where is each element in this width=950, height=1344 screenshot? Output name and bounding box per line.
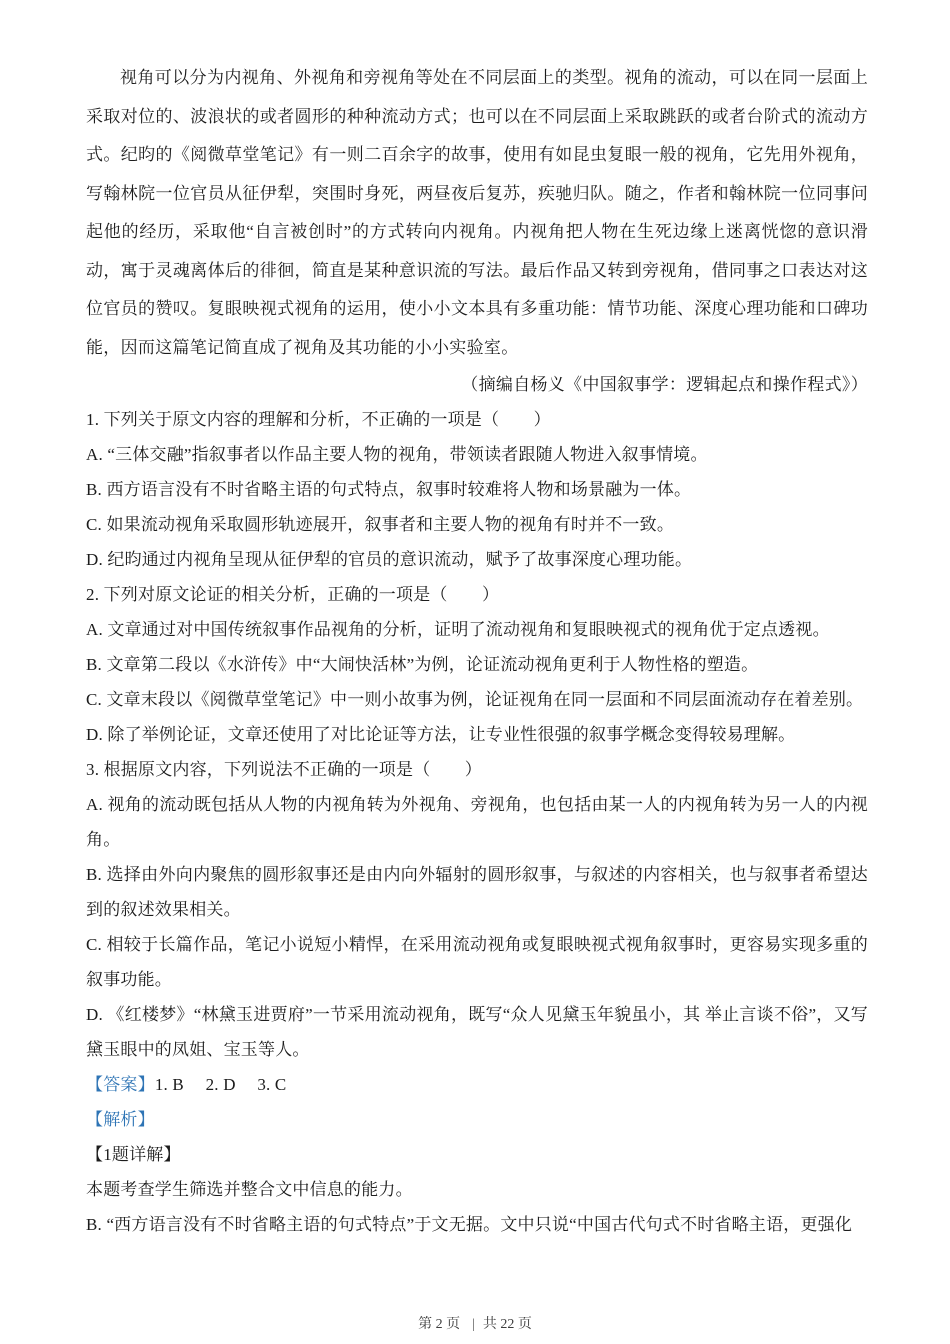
question-3-stem: 3. 根据原文内容，下列说法不正确的一项是（ ）: [86, 760, 482, 779]
question-1-option-b: B. 西方语言没有不时省略主语的句式特点，叙事时较难将人物和场景融为一体。: [86, 480, 692, 499]
passage-attribution: （摘编自杨义《中国叙事学：逻辑起点和操作程式》）: [461, 375, 868, 394]
questions-section: [86, 402, 868, 1067]
question-3-option-c: C. 相较于长篇作品，笔记小说短小精悍，在采用流动视角或复眼映视式视角叙事时，更容易实现多重的叙事功能。: [86, 935, 868, 989]
footer-total-pages: 共 22 页: [482, 1317, 532, 1332]
analysis-line-1: 本题考查学生筛选并整合文中信息的能力。: [86, 1180, 413, 1199]
question-3-option-b: B. 选择由外向内聚焦的圆形叙事还是由内向外辐射的圆形叙事，与叙述的内容相关，也与叙事者希望达到的叙述效果相关。: [86, 865, 868, 919]
analysis-line-2: B. “西方语言没有不时省略主语的句式特点”于文无据。文中只说“中国古代句式不时省略主语，更强化: [86, 1215, 853, 1234]
analysis-detail-heading: 【1题详解】: [86, 1145, 181, 1164]
question-block-3: [86, 752, 868, 1067]
answer-line: [86, 1067, 868, 1102]
question-1-option-c: C. 如果流动视角采取圆形轨迹展开，叙事者和主要人物的视角有时并不一致。: [86, 515, 675, 534]
question-2-option-a: A. 文章通过对中国传统叙事作品视角的分析，证明了流动视角和复眼映视式的视角优于定点透视。: [86, 620, 830, 639]
question-2-option-c: C. 文章末段以《阅微草堂笔记》中一则小故事为例，论证视角在同一层面和不同层面流动存在着差别。: [86, 690, 864, 709]
question-2-stem: 2. 下列对原文论证的相关分析，正确的一项是（ ）: [86, 585, 500, 604]
answer-section: [86, 1067, 868, 1242]
question-3-option-a: A. 视角的流动既包括从人物的内视角转为外视角、旁视角，也包括由某一人的内视角转为另一人的内视角。: [86, 795, 868, 849]
question-1-option-a: A. “三体交融”指叙事者以作品主要人物的视角，带领读者跟随人物进入叙事情境。: [86, 445, 708, 464]
answer-values: 1. B 2. D 3. C: [154, 1075, 287, 1094]
answer-label: 【答案】: [86, 1075, 155, 1094]
passage-paragraph: 视角可以分为内视角、外视角和旁视角等处在不同层面上的类型。视角的流动，可以在同一层面上采取对位的、波浪状的或者圆形的种种流动方式；也可以在不同层面上采取跳跃的或者台阶式的流动方式。纪昀的《阅微草堂笔记》有一则二百余字的故事，使用有如昆虫复眼一般的视角，它先用外视角，写翰林院一位官员从征伊犁，突围时身死，两昼夜后复苏，疾驰归队。随之，作者和翰林院一位同事问起他的经历，采取他“自言被创时”的方式转向内视角。内视角把人物在生死边缘上迷离恍惚的意识滑动，寓于灵魂离体后的徘徊，简直是某种意识流的写法。最后作品又转到旁视角，借同事之口表达对这位官员的赞叹。复眼映视式视角的运用，使小小文本具有多重功能：情节功能、深度心理功能和口碑功能，因而这篇笔记简直成了视角及其功能的小小实验室。: [86, 68, 868, 357]
question-block-2: [86, 577, 868, 752]
question-2-option-b: B. 文章第二段以《水浒传》中“大闹快活林”为例，论证流动视角更利于人物性格的塑造。: [86, 655, 759, 674]
question-3-option-d: D. 《红楼梦》“林黛玉进贾府”一节采用流动视角，既写“众人见黛玉年貌虽小，其 举止言谈不俗”，又写黛玉眼中的凤姐、宝玉等人。: [86, 1005, 868, 1059]
analysis-label-line: [86, 1102, 868, 1137]
page-footer: [0, 1315, 950, 1335]
question-1-stem: 1. 下列关于原文内容的理解和分析，不正确的一项是（ ）: [86, 410, 551, 429]
footer-separator: |: [472, 1317, 475, 1332]
question-1-option-d: D. 纪昀通过内视角呈现从征伊犁的官员的意识流动，赋予了故事深度心理功能。: [86, 550, 693, 569]
analysis-label: 【解析】: [86, 1110, 155, 1129]
footer-page-number: 第 2 页: [418, 1317, 461, 1332]
question-block-1: [86, 402, 868, 577]
question-2-option-d: D. 除了举例论证，文章还使用了对比论证等方法，让专业性很强的叙事学概念变得较易理解。: [86, 725, 796, 744]
